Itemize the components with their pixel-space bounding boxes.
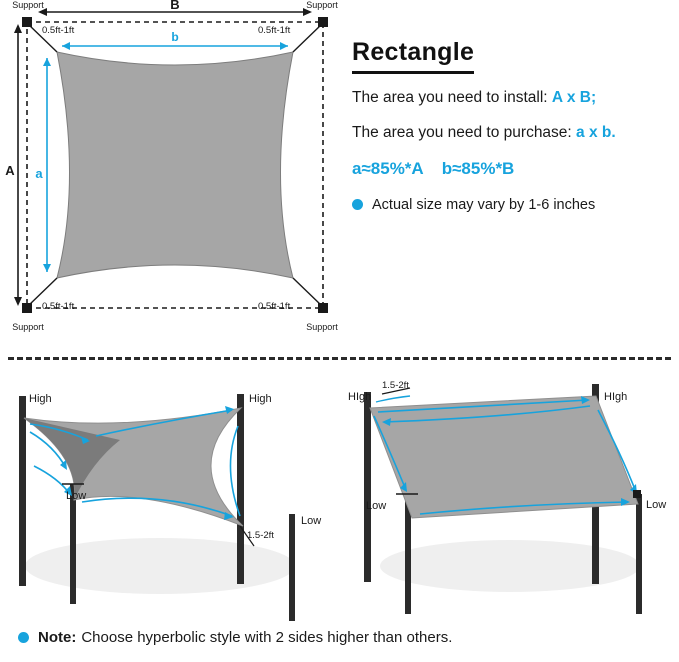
label-low-left: Low xyxy=(66,490,87,502)
install-value: A x B; xyxy=(551,89,597,106)
label-inner-a: a xyxy=(35,166,43,181)
pole-left-high-flat xyxy=(364,392,371,582)
formula-a: a≈85%*A xyxy=(352,158,424,178)
purchase-line xyxy=(352,123,672,142)
dim-a-arrow-top xyxy=(43,58,51,66)
pole-right-high xyxy=(237,394,244,584)
note-bullet-dot-icon xyxy=(18,632,29,643)
purchase-value: a x b. xyxy=(576,124,616,142)
ground-shadow-flat xyxy=(380,540,640,592)
rectangle-sail-diagram xyxy=(0,0,352,352)
hyperbolic-sail-diagram xyxy=(0,366,340,621)
flat-label-drop: 1.5-2ft xyxy=(382,380,409,391)
label-gap-tr: 0.5ft-1ft xyxy=(258,25,291,36)
dim-b-arrow-right xyxy=(280,42,288,50)
install-line xyxy=(352,88,672,107)
label-support-br: Support xyxy=(306,322,338,332)
actual-size-bullet xyxy=(352,197,672,213)
flat-label-high-right: HIgh xyxy=(604,391,628,403)
label-drop: 1.5-2ft xyxy=(247,530,274,541)
dim-A-arrow-top xyxy=(14,24,22,33)
install-text: The area you need to install: xyxy=(352,89,552,106)
label-gap-tl: 0.5ft-1ft xyxy=(42,25,75,36)
flat-sail-diagram xyxy=(340,366,679,621)
label-side-A: A xyxy=(5,163,15,178)
hyperbolic-sail-svg xyxy=(0,366,340,621)
label-high-right: High xyxy=(249,393,272,405)
tension-arrow-3 xyxy=(34,466,70,494)
actual-size-text: Actual size may vary by 1-6 inches xyxy=(372,196,596,213)
dim-a-arrow-bottom xyxy=(43,264,51,272)
pole-left-low xyxy=(70,484,76,604)
label-support-tl: Support xyxy=(12,0,44,10)
flat-sail-svg xyxy=(340,366,679,621)
purchase-text: The area you need to purchase: xyxy=(352,124,577,142)
info-title: Rectangle xyxy=(352,38,474,74)
ground-shadow xyxy=(25,538,295,594)
label-support-bl: Support xyxy=(12,322,44,332)
tie-line-br xyxy=(293,278,322,306)
bottom-section xyxy=(0,366,679,621)
pole-left-high xyxy=(19,396,26,586)
pole-right-low xyxy=(289,514,295,621)
label-inner-b: b xyxy=(171,30,179,44)
formula-b: b≈85%*B xyxy=(441,158,515,178)
label-low-right: Low xyxy=(301,515,322,527)
note-row xyxy=(18,629,452,646)
sail-fabric-flat xyxy=(370,396,638,518)
flat-label-high-left: HIgh xyxy=(348,391,372,403)
tie-line-tr xyxy=(293,24,322,52)
pole-right-low-flat xyxy=(636,494,642,614)
bullet-dot-icon xyxy=(352,199,363,210)
label-support-tr: Support xyxy=(306,0,338,10)
flat-arrow-corner-tl xyxy=(376,396,410,402)
label-side-B: B xyxy=(170,0,180,12)
info-panel xyxy=(352,38,672,213)
label-high-left: High xyxy=(29,393,52,405)
tension-arrow-2-head xyxy=(60,460,67,470)
dim-b-arrow-left xyxy=(62,42,70,50)
label-gap-bl: 0.5ft-1ft xyxy=(42,301,75,312)
flat-label-low-right: Low xyxy=(646,499,667,511)
dim-A-arrow-bottom xyxy=(14,297,22,306)
label-gap-br: 0.5ft-1ft xyxy=(258,301,291,312)
flat-low-right-marker xyxy=(633,490,641,498)
flat-label-low-left: Low xyxy=(366,500,387,512)
sail-fabric xyxy=(57,52,293,278)
note-label: Note: xyxy=(38,629,77,646)
note-text: Choose hyperbolic style with 2 sides higher than others. xyxy=(81,629,453,646)
section-divider xyxy=(8,357,671,360)
formula-line xyxy=(352,159,672,179)
rectangle-sail-svg xyxy=(0,0,352,352)
